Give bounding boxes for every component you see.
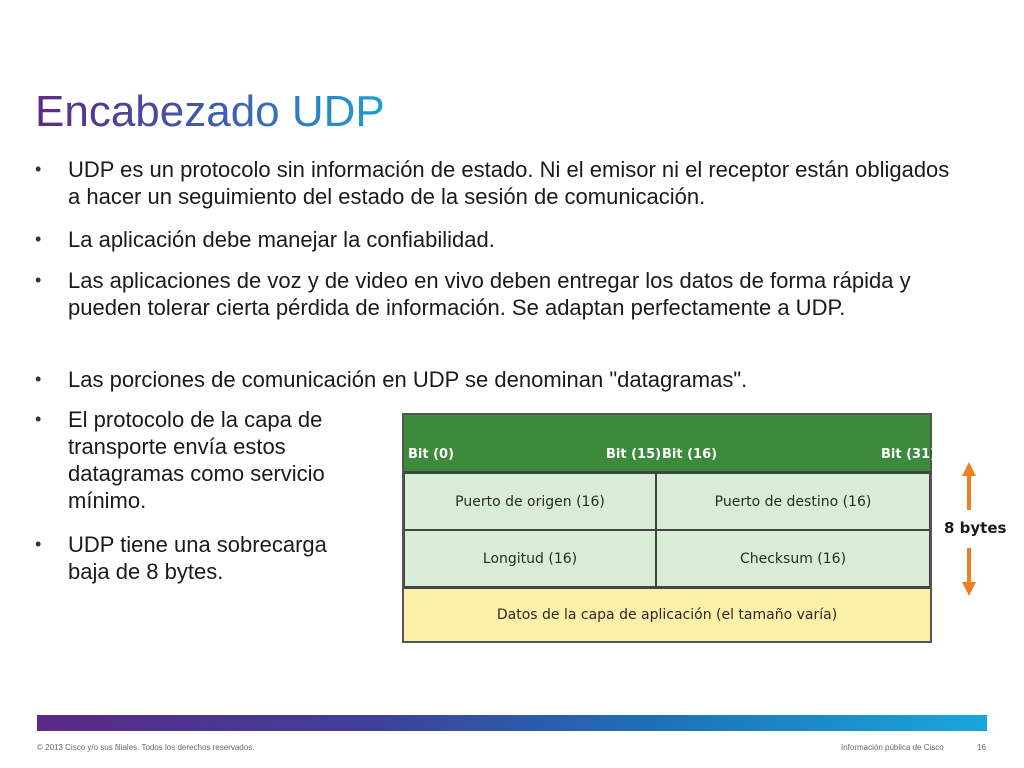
- bullet-item: [35, 366, 965, 393]
- bullet-marker: •: [35, 534, 42, 554]
- bullet-text: Las porciones de comunicación en UDP se denominan "datagramas".: [68, 367, 748, 392]
- bullet-text: El protocolo de la capa de transporte envía estos datagramas como servicio mínimo.: [68, 407, 325, 513]
- destination-port-cell: Puerto de destino (16): [656, 473, 930, 530]
- footer-gradient-bar: [37, 715, 987, 731]
- bullet-item: [35, 406, 365, 514]
- bullet-text: UDP es un protocolo sin información de estado. Ni el emisor ni el receptor están obligados a hacer un seguimiento del estado de la sesión de comunicación.: [68, 157, 950, 209]
- bit-label-31: Bit (31): [881, 447, 937, 462]
- source-port-cell: Puerto de origen (16): [404, 473, 656, 530]
- bit-label-16: Bit (16): [662, 447, 718, 462]
- bullet-marker: •: [35, 159, 42, 179]
- bit-header-row: [404, 415, 937, 473]
- bullet-item: [35, 531, 365, 585]
- bit-label-0: Bit (0): [408, 447, 455, 462]
- bullet-marker: •: [35, 369, 42, 389]
- bullet-item: [35, 156, 965, 210]
- copyright-text: © 2013 Cisco y/o sus filiales. Todos los derechos reservados.: [37, 743, 255, 752]
- bullet-text: UDP tiene una sobrecarga baja de 8 bytes.: [68, 532, 327, 584]
- arrow-up-icon: [962, 462, 976, 510]
- page-number: 16: [977, 743, 986, 752]
- arrow-down-icon: [962, 548, 976, 596]
- udp-header-diagram: [402, 413, 937, 643]
- bullet-text: La aplicación debe manejar la confiabilidad.: [68, 227, 495, 252]
- bit-label-15: Bit (15): [606, 447, 662, 462]
- header-size-label: 8 bytes: [944, 519, 1007, 537]
- bullet-marker: •: [35, 270, 42, 290]
- slide-title: Encabezado UDP: [35, 84, 385, 140]
- application-data-cell: Datos de la capa de aplicación (el tamaño varía): [404, 587, 930, 641]
- checksum-cell: Checksum (16): [656, 530, 930, 587]
- bullet-marker: •: [35, 229, 42, 249]
- length-cell: Longitud (16): [404, 530, 656, 587]
- bullet-item: [35, 226, 965, 253]
- bullet-item: [35, 267, 975, 321]
- bullet-marker: •: [35, 409, 42, 429]
- bullet-text: Las aplicaciones de voz y de video en vivo deben entregar los datos de forma rápida y pueden tolerar cierta pérdida de información. Se adaptan perfectamente a UDP.: [68, 268, 911, 320]
- classification-text: Información pública de Cisco: [841, 743, 944, 752]
